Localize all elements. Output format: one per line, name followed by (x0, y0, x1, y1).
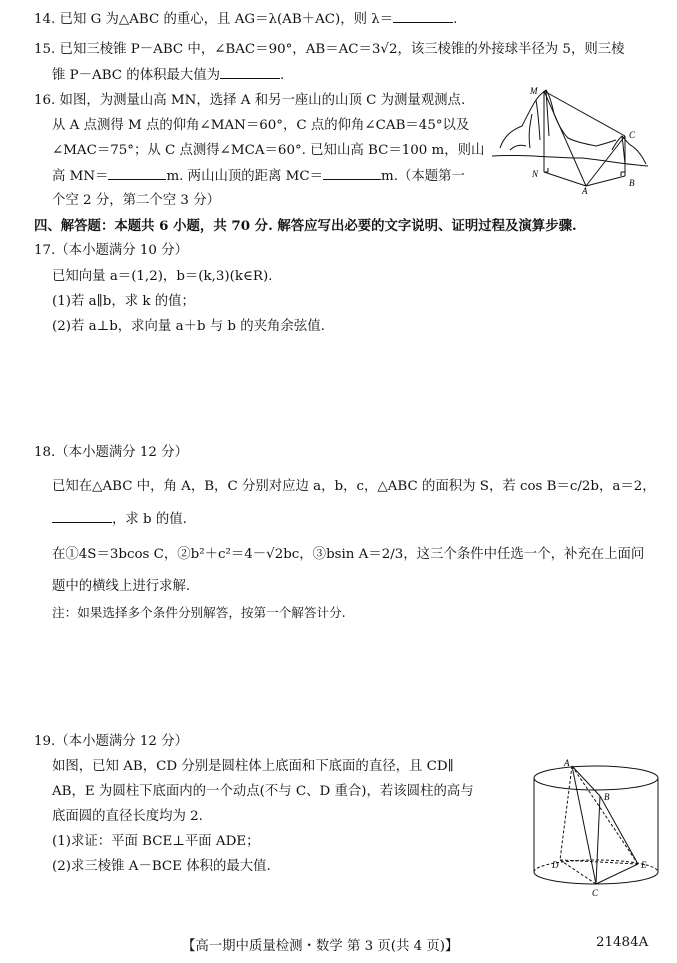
q15-line2: 锥 P－ABC 的体积最大值为 . (52, 68, 285, 83)
q19-line1: 如图，已知 AB，CD 分别是圆柱体上底面和下底面的直径，且 CD∥ (52, 759, 454, 774)
q16-blank-mn[interactable] (108, 167, 166, 180)
q19-cylinder-figure (520, 756, 670, 904)
q19-head: 19.（本小题满分 12 分） (34, 734, 188, 749)
q18-line1: 已知在△ABC 中，角 A，B，C 分别对应边 a，b，c，△ABC 的面积为 S，若 cos B＝c/2b，a＝2， (52, 479, 656, 494)
q18-condition-blank[interactable] (52, 510, 112, 523)
q16-line1: 16. 如图，为测量山高 MN，选择 A 和另一座山的山顶 C 为测量观测点. (34, 93, 466, 108)
q19-label-a: A (564, 758, 570, 768)
q19-label-c: C (592, 888, 599, 898)
q16-blank-mc[interactable] (323, 167, 381, 180)
q19-label-b: B (604, 792, 610, 802)
q16-line2: 从 A 点测得 M 点的仰角∠MAN＝60°，C 点的仰角∠CAB＝45°以及 (52, 118, 470, 133)
q17-line2: (1)若 a∥b，求 k 的值； (52, 294, 195, 309)
q19-line2: AB，E 为圆柱下底面内的一个动点(不与 C、D 重合)，若该圆柱的高与 (52, 784, 474, 799)
q14-text: 14. 已知 G 为△ABC 的重心，且 AG＝λ(AB＋AC)，则 λ＝ (34, 12, 394, 27)
q16-label-c: C (629, 130, 636, 140)
q16-label-n: N (532, 169, 539, 179)
q16-line5: 个空 2 分，第二个空 3 分） (52, 193, 220, 208)
q16-line4: 高 MN＝ m. 两山山顶的距离 MC＝ m.（本题第一 (52, 169, 465, 184)
q18-note: 注：如果选择多个条件分别解答，按第一个解答计分. (52, 605, 346, 620)
q15-answer-blank[interactable] (220, 66, 280, 79)
section4-heading: 四、解答题：本题共 6 小题，共 70 分. 解答应写出必要的文字说明、证明过程及演算步骤. (34, 218, 577, 234)
q16-line3: ∠MAC＝75°；从 C 点测得∠MCA＝60°. 已知山高 BC＝100 m，则山 (52, 143, 485, 158)
q18-line2: ，求 b 的值. (52, 510, 187, 529)
q19-line4: (1)求证：平面 BCE⊥平面 ADE； (52, 834, 260, 849)
q17-head: 17.（本小题满分 10 分） (34, 243, 188, 258)
page-footer: 【高一期中质量检测・数学 第 3 页(共 4 页)】 (182, 939, 459, 954)
q19-line3: 底面圆的直径长度均为 2. (52, 809, 203, 824)
q19-label-d: D (552, 860, 559, 870)
q16-label-a: A (582, 186, 588, 194)
q18-head: 18.（本小题满分 12 分） (34, 445, 188, 460)
q19-label-e: E (641, 860, 647, 870)
q16-label-b: B (629, 178, 635, 188)
q18-line3: 在①4S＝3bcos C，②b²＋c²＝4－√2bc，③bsin A＝2/3，这三个条件中任选一个，补充在上面问 (52, 547, 645, 562)
q17-line1: 已知向量 a＝(1,2)，b＝(k,3)(k∈R). (52, 269, 273, 284)
paper-code: 21484A (596, 935, 649, 950)
q16-mountain-figure (492, 84, 652, 194)
q17-line3: (2)若 a⊥b，求向量 a＋b 与 b 的夹角余弦值. (52, 319, 325, 334)
q18-line4: 题中的横线上进行求解. (52, 579, 191, 594)
q14-answer-blank[interactable] (393, 10, 453, 23)
q16-label-m: M (530, 86, 538, 96)
q15-line1: 15. 已知三棱锥 P－ABC 中，∠BAC＝90°，AB＝AC＝3√2，该三棱锥的外接球半径为 5，则三棱 (34, 42, 625, 57)
q14-line: 14. 已知 G 为△ABC 的重心，且 AG＝λ(AB＋AC)，则 λ＝ . (34, 12, 458, 27)
q19-line5: (2)求三棱锥 A－BCE 体积的最大值. (52, 859, 271, 874)
